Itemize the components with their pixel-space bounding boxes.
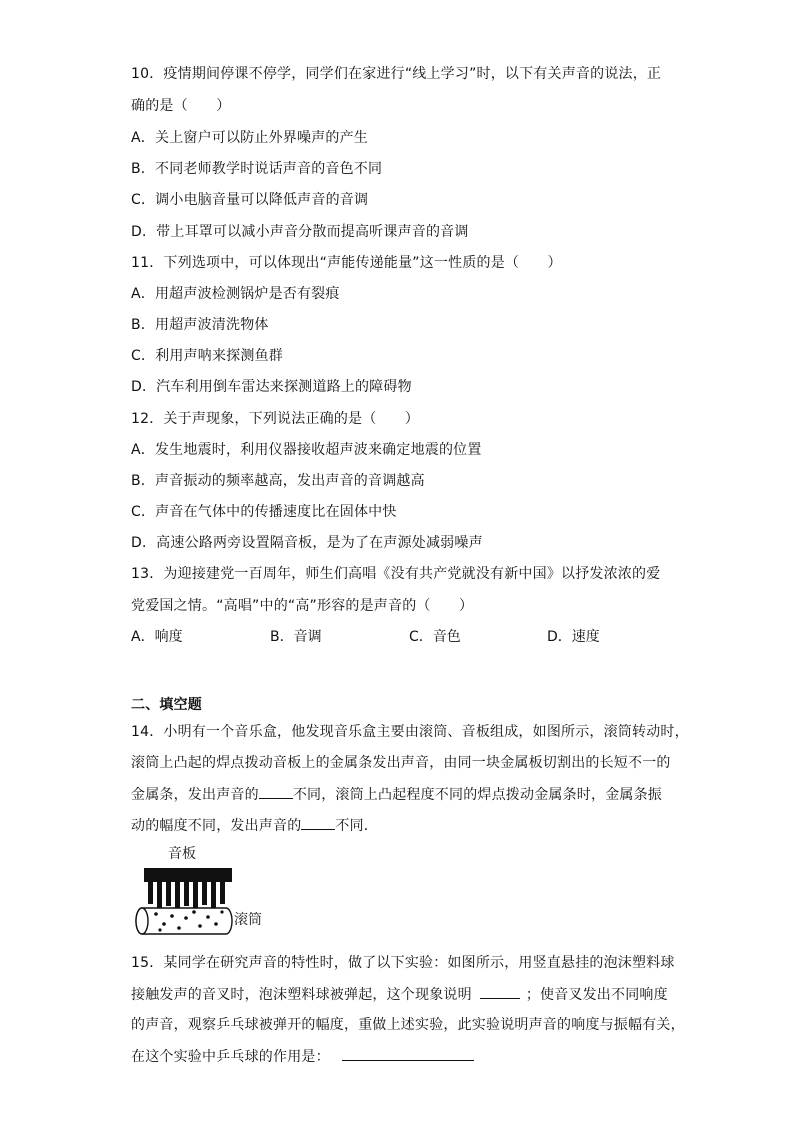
- q11-option-c: C．利用声呐来探测鱼群: [131, 348, 283, 364]
- q15-line4-text: 在这个实验中乒乓球的作用是：: [131, 1049, 330, 1065]
- q10-option-b: B．不同老师教学时说话声音的音色不同: [131, 161, 383, 177]
- q13-stem-line2: 党爱国之情。“高唱”中的“高”形容的是声音的（ ）: [131, 598, 474, 614]
- q10-stem-line1: 10．疫情期间停课不停学，同学们在家进行“线上学习”时，以下有关声音的说法，正: [131, 66, 662, 82]
- q13-options-row: [131, 627, 651, 647]
- figure-label-cylinder: 滚筒: [234, 912, 262, 928]
- cylinder-end: [136, 908, 148, 934]
- q11-option-b: B．用超声波清洗物体: [131, 317, 269, 333]
- q14-stem-line2: 滚筒上凸起的焊点拨动音板上的金属条发出声音，由同一块金属板切割出的长短不一的: [131, 755, 671, 771]
- q14-answer-blank-2[interactable]: [301, 815, 335, 830]
- q13-option-a: A．响度: [131, 629, 183, 645]
- sound-board-teeth: [148, 882, 225, 909]
- q15-stem-line2: [131, 984, 668, 1004]
- q14-stem-line3: [131, 784, 662, 804]
- q12-option-d: D．高速公路两旁设置隔音板，是为了在声源处减弱噪声: [131, 535, 483, 551]
- figure-label-sound-board: 音板: [168, 846, 196, 862]
- q11-stem: 11．下列选项中，可以体现出“声能传递能量”这一性质的是（ ）: [131, 255, 562, 271]
- q14-line3-text-a: 金属条，发出声音的: [131, 787, 259, 803]
- q15-stem-line3: 的声音，观察乒乓球被弹开的幅度，重做上述实验，此实验说明声音的响度与振幅有关，: [131, 1017, 685, 1033]
- cylinder-body: [136, 908, 232, 934]
- q11-option-d: D．汽车利用倒车雷达来探测道路上的障碍物: [131, 379, 412, 395]
- q10-stem-line2: 确的是（ ）: [131, 98, 231, 114]
- q12-option-b: B．声音振动的频率越高，发出声音的音调越高: [131, 473, 425, 489]
- sound-board-bar: [144, 868, 232, 882]
- q13-option-c: C．音色: [409, 629, 461, 645]
- q10-option-c: C．调小电脑音量可以降低声音的音调: [131, 192, 369, 208]
- q10-option-a: A．关上窗户可以防止外界噪声的产生: [131, 130, 368, 146]
- q10-option-d: D．带上耳罩可以减小声音分散而提高听课声音的音调: [131, 224, 469, 240]
- q14-answer-blank-1[interactable]: [259, 784, 293, 799]
- q13-stem-line1: 13．为迎接建党一百周年，师生们高唱《没有共产党就没有新中国》以抒发浓浓的爱: [131, 566, 661, 582]
- q12-option-c: C．声音在气体中的传播速度比在固体中快: [131, 504, 397, 520]
- q14-stem-line4: [131, 815, 378, 835]
- music-box-figure: [134, 846, 274, 936]
- q15-stem-line4: [131, 1046, 474, 1066]
- q15-answer-blank-2[interactable]: [342, 1046, 474, 1061]
- q15-stem-line1: 15．某同学在研究声音的特性时，做了以下实验：如图所示，用竖直悬挂的泡沫塑料球: [131, 955, 675, 971]
- q12-option-a: A．发生地震时，利用仪器接收超声波来确定地震的位置: [131, 442, 482, 458]
- q15-line2-text-b: ；使音叉发出不同响度: [525, 987, 668, 1003]
- section-title-fill-in: 二、填空题: [131, 697, 202, 713]
- q15-line2-text-a: 接触发声的音叉时，泡沫塑料球被弹起，这个现象说明: [131, 987, 472, 1003]
- q14-line4-text-b: 不同．: [335, 818, 379, 834]
- q14-stem-line1: 14．小明有一个音乐盒，他发现音乐盒主要由滚筒、音板组成，如图所示，滚筒转动时，: [131, 724, 689, 740]
- q14-line4-text-a: 动的幅度不同，发出声音的: [131, 818, 302, 834]
- q11-option-a: A．用超声波检测锅炉是否有裂痕: [131, 286, 340, 302]
- q13-option-d: D．速度: [547, 629, 600, 645]
- q13-option-b: B．音调: [270, 629, 322, 645]
- q15-answer-blank-1[interactable]: [480, 984, 520, 999]
- q14-line3-text-b: 不同，滚筒上凸起程度不同的焊点拨动金属条时，金属条振: [292, 787, 663, 803]
- q12-stem: 12．关于声现象，下列说法正确的是（ ）: [131, 411, 420, 427]
